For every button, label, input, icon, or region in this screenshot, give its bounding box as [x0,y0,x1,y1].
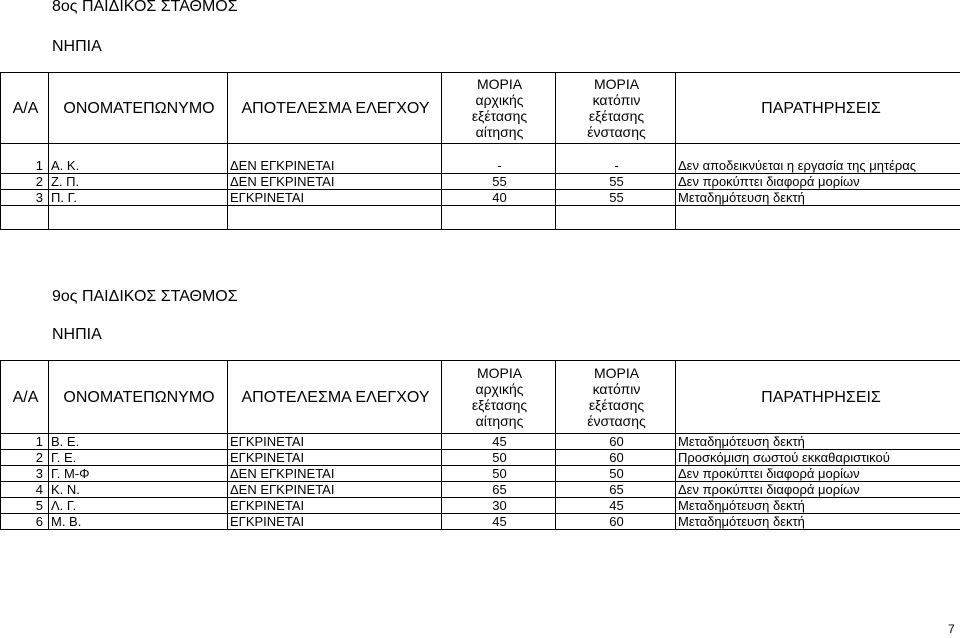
row-objection-points: 60 [556,434,676,450]
spacer-row [1,206,960,230]
section1-subtitle: ΝΗΠΙΑ [52,38,102,55]
row-name: Μ. Β. [49,514,228,530]
table-row [1,144,960,174]
row-result: ΕΓΚΡΙΝΕΤΑΙ [228,190,442,206]
row-objection-points: - [556,144,676,174]
row-objection-points: 60 [556,514,676,530]
row-objection-points: 55 [556,190,676,206]
section2-subtitle: ΝΗΠΙΑ [52,326,102,343]
row-notes: Δεν προκύπτει διαφορά μορίων [676,174,960,190]
row-initial-points: 40 [442,190,556,206]
row-number: 2 [1,174,49,190]
row-notes: Δεν προκύπτει διαφορά μορίων [676,466,960,482]
row-result: ΔΕΝ ΕΓΚΡΙΝΕΤΑΙ [228,144,442,174]
row-objection-points: 60 [556,450,676,466]
header-result: ΑΠΟΤΕΛΕΣΜΑ ΕΛΕΓΧΟΥ [228,361,442,434]
row-name: Λ. Γ. [49,498,228,514]
row-notes: Δεν προκύπτει διαφορά μορίων [676,482,960,498]
row-objection-points: 50 [556,466,676,482]
row-number: 6 [1,514,49,530]
table-header-row [1,361,960,434]
header-notes: ΠΑΡΑΤΗΡΗΣΕΙΣ [676,361,960,434]
row-name: Π. Γ. [49,190,228,206]
row-name: Γ. Ε. [49,450,228,466]
section1-title: 8ος ΠΑΙΔΙΚΟΣ ΣΤΑΘΜΟΣ [52,0,238,15]
row-initial-points: 45 [442,434,556,450]
table-row [1,174,960,190]
table-header-row [1,73,960,144]
row-number: 5 [1,498,49,514]
row-notes: Μεταδημότευση δεκτή [676,190,960,206]
row-result: ΕΓΚΡΙΝΕΤΑΙ [228,514,442,530]
table-row [1,498,960,514]
row-result: ΔΕΝ ΕΓΚΡΙΝΕΤΑΙ [228,482,442,498]
header-objection-points: ΜΟΡΙΑ κατόπιν εξέτασης ένστασης [556,73,676,144]
row-number: 4 [1,482,49,498]
table-row [1,450,960,466]
row-objection-points: 65 [556,482,676,498]
row-result: ΔΕΝ ΕΓΚΡΙΝΕΤΑΙ [228,466,442,482]
section2-table [0,360,960,530]
header-objection-points: ΜΟΡΙΑ κατόπιν εξέτασης ένστασης [556,361,676,434]
row-result: ΔΕΝ ΕΓΚΡΙΝΕΤΑΙ [228,174,442,190]
row-objection-points: 45 [556,498,676,514]
table-row [1,190,960,206]
header-notes: ΠΑΡΑΤΗΡΗΣΕΙΣ [676,73,960,144]
row-notes: Δεν αποδεικνύεται η εργασία της μητέρας [676,144,960,174]
row-notes: Προσκόμιση σωστού εκκαθαριστικού [676,450,960,466]
row-initial-points: 65 [442,482,556,498]
row-notes: Μεταδημότευση δεκτή [676,434,960,450]
page-number: 7 [948,622,955,636]
row-initial-points: 50 [442,450,556,466]
row-initial-points: 55 [442,174,556,190]
row-result: ΕΓΚΡΙΝΕΤΑΙ [228,498,442,514]
row-name: Ζ. Π. [49,174,228,190]
header-aa: Α/Α [1,361,49,434]
row-initial-points: 30 [442,498,556,514]
row-name: Κ. Ν. [49,482,228,498]
row-name: Α. Κ. [49,144,228,174]
row-initial-points: - [442,144,556,174]
header-initial-points: ΜΟΡΙΑ αρχικής εξέτασης αίτησης [442,73,556,144]
table-row [1,434,960,450]
section1-table [0,72,960,230]
row-result: ΕΓΚΡΙΝΕΤΑΙ [228,434,442,450]
table-row [1,482,960,498]
row-notes: Μεταδημότευση δεκτή [676,498,960,514]
row-number: 1 [1,144,49,174]
header-initial-points: ΜΟΡΙΑ αρχικής εξέτασης αίτησης [442,361,556,434]
row-initial-points: 45 [442,514,556,530]
header-aa: Α/Α [1,73,49,144]
header-result: ΑΠΟΤΕΛΕΣΜΑ ΕΛΕΓΧΟΥ [228,73,442,144]
row-number: 1 [1,434,49,450]
row-name: Γ. Μ-Φ [49,466,228,482]
row-initial-points: 50 [442,466,556,482]
row-number: 3 [1,190,49,206]
row-objection-points: 55 [556,174,676,190]
row-result: ΕΓΚΡΙΝΕΤΑΙ [228,450,442,466]
header-name: ΟΝΟΜΑΤΕΠΩΝΥΜΟ [49,361,228,434]
row-number: 3 [1,466,49,482]
header-name: ΟΝΟΜΑΤΕΠΩΝΥΜΟ [49,73,228,144]
table-row [1,466,960,482]
table-row [1,514,960,530]
row-name: Β. Ε. [49,434,228,450]
row-notes: Μεταδημότευση δεκτή [676,514,960,530]
section2-title: 9ος ΠΑΙΔΙΚΟΣ ΣΤΑΘΜΟΣ [52,288,238,305]
row-number: 2 [1,450,49,466]
